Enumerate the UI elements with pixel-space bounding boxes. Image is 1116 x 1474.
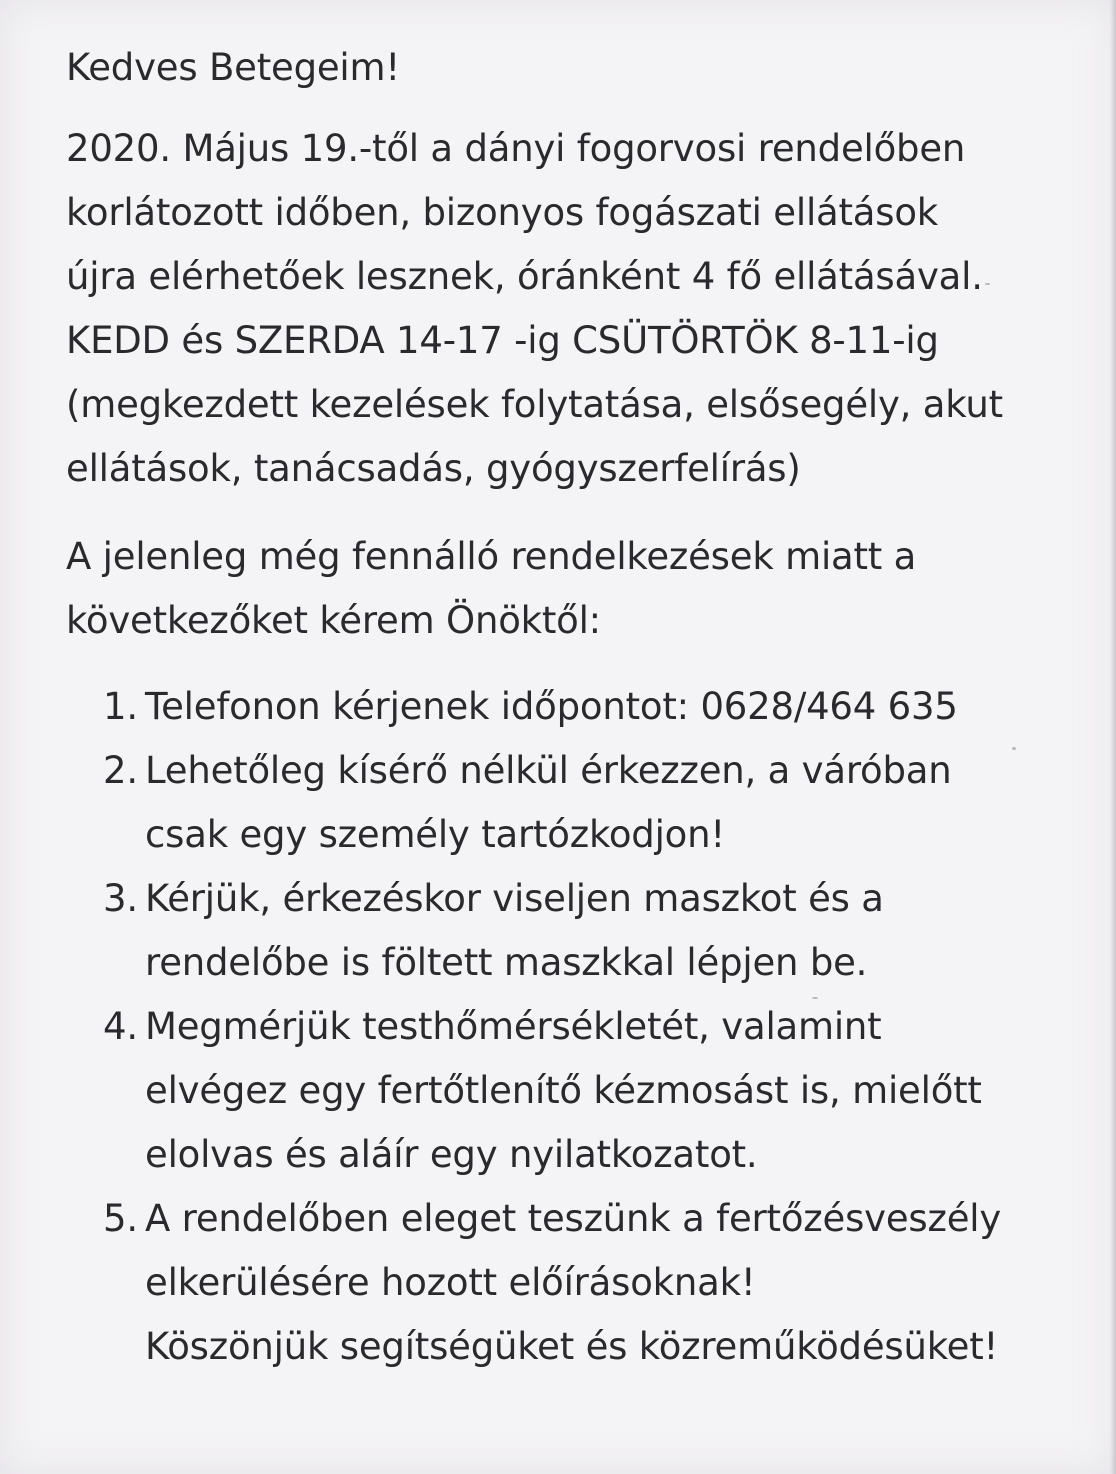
list-item-line: elolvas és aláír egy nyilatkozatot. <box>145 1133 758 1176</box>
list-item <box>103 867 1001 995</box>
list-item-line: Megmérjük testhőmérsékletét, valamint <box>145 1005 882 1048</box>
scan-edge-shadow <box>1110 0 1116 1474</box>
list-number: 4. <box>103 1005 138 1048</box>
list-item-line: elvégez egy fertőtlenítő kézmosást is, mielőtt <box>145 1069 982 1112</box>
list-item-text <box>145 1187 1001 1315</box>
list-number: 5. <box>103 1197 138 1240</box>
rules-list <box>103 675 1001 1315</box>
paragraph-line: 2020. Május 19.-től a dányi fogorvosi rendelőben <box>66 127 966 170</box>
list-item-text <box>145 995 982 1187</box>
list-item-line: Lehetőleg kísérő nélkül érkezzen, a váróban <box>145 749 952 792</box>
list-item-line: csak egy személy tartózkodjon! <box>145 813 725 856</box>
list-item-line: Kérjük, érkezéskor viseljen maszkot és a <box>145 877 884 920</box>
scan-speck <box>985 283 990 285</box>
paragraph-line: ellátások, tanácsadás, gyógyszerfelírás) <box>66 447 801 490</box>
list-item-text <box>145 739 951 867</box>
list-item <box>103 995 1001 1187</box>
list-item-text <box>145 867 884 995</box>
scan-speck <box>812 997 818 999</box>
list-item <box>103 739 1001 867</box>
thanks-line: Köszönjük segítségüket és közreműködésüket! <box>145 1325 999 1368</box>
list-item <box>103 675 1001 739</box>
opening-hours-paragraph <box>66 117 1003 501</box>
list-item-line: Telefonon kérjenek időpontot: 0628/464 635 <box>145 685 958 728</box>
paragraph-line: következőket kérem Önöktől: <box>66 599 601 642</box>
paragraph-line: újra elérhetőek lesznek, óránként 4 fő ellátásával. <box>66 255 983 298</box>
paragraph-line: A jelenleg még fennálló rendelkezések miatt a <box>66 535 917 578</box>
list-number: 2. <box>103 749 138 792</box>
paragraph-line: korlátozott időben, bizonyos fogászati ellátások <box>66 191 939 234</box>
list-number: 3. <box>103 877 138 920</box>
list-item <box>103 1187 1001 1315</box>
scan-speck <box>1012 747 1016 750</box>
list-item-line: rendelőbe is föltett maszkkal lépjen be. <box>145 941 868 984</box>
paragraph-line: (megkezdett kezelések folytatása, elsősegély, akut <box>66 383 1003 426</box>
paragraph-line: KEDD és SZERDA 14-17 -ig CSÜTÖRTÖK 8-11-ig <box>66 319 939 362</box>
list-item-line: elkerülésére hozott előírásoknak! <box>145 1261 756 1304</box>
greeting: Kedves Betegeim! <box>66 46 400 89</box>
list-number: 1. <box>103 685 138 728</box>
list-item-line: A rendelőben eleget teszünk a fertőzésveszély <box>145 1197 1002 1240</box>
list-item-text <box>145 675 958 739</box>
request-intro-paragraph <box>66 525 916 653</box>
